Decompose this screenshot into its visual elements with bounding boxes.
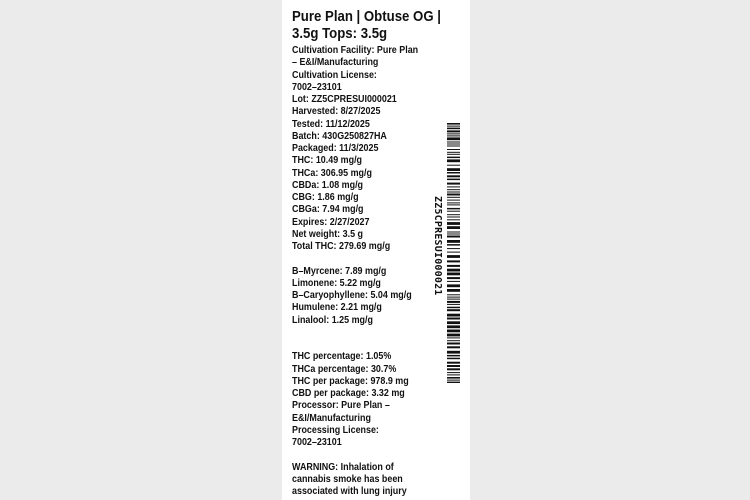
barcode-bar [447, 330, 460, 333]
barcode-bar [447, 168, 460, 171]
terpene-line: B–Myrcene: 7.89 mg/g [292, 265, 387, 277]
barcode-bar [447, 301, 460, 303]
barcode-bar [447, 340, 460, 341]
barcode-bar [447, 355, 460, 357]
barcode-bar [447, 175, 460, 177]
warning-line: WARNING: Inhalation of [292, 461, 394, 473]
barcode-bar [447, 273, 460, 276]
detail-line: Cultivation License: [292, 69, 377, 81]
barcode-bar [447, 183, 460, 185]
barcode-bar [447, 337, 460, 338]
barcode-bar [447, 372, 460, 373]
barcode-text: ZZ5CPRESUI000021 [432, 196, 443, 296]
barcode-bar [447, 133, 460, 134]
terpene-line: Humulene: 2.21 mg/g [292, 302, 382, 314]
barcode-bar [447, 232, 460, 233]
barcode-bar [447, 269, 460, 272]
detail-line: Tested: 11/12/2025 [292, 118, 370, 130]
detail-line: CBGa: 7.94 mg/g [292, 204, 364, 216]
warning-line: associated with lung injury [292, 486, 407, 497]
barcode-bar [447, 154, 460, 155]
product-title [292, 8, 443, 42]
barcode-bar [447, 128, 460, 130]
barcode-bar [447, 130, 460, 132]
detail-line: CBDa: 1.08 mg/g [292, 179, 364, 191]
detail-line: 7002–23101 [292, 81, 342, 93]
barcode-bar [447, 186, 460, 187]
potency-line: CBD per package: 3.32 mg [292, 388, 405, 399]
title-line: Pure Plan | Obtuse OG | [292, 8, 441, 25]
barcode-bar [447, 244, 460, 246]
barcode-bar [447, 217, 460, 218]
barcode-bar [447, 362, 460, 364]
detail-line: Cultivation Facility: Pure Plan [292, 45, 419, 56]
barcode-bar [447, 304, 460, 305]
detail-line: Packaged: 11/3/2025 [292, 143, 379, 154]
detail-line: CBG: 1.86 mg/g [292, 192, 359, 203]
warning-line: cannabis smoke has been [292, 473, 403, 485]
barcode-bar [447, 142, 460, 143]
detail-line: Total THC: 279.69 mg/g [292, 241, 391, 252]
barcode-bar [447, 374, 460, 375]
barcode-bar [447, 265, 460, 267]
barcode-bar [447, 365, 460, 367]
barcode-bar [447, 157, 460, 159]
barcode-bar [447, 236, 460, 238]
barcode-bar [447, 137, 460, 140]
barcode [447, 123, 460, 383]
barcode-bar [447, 318, 460, 320]
label-details [292, 45, 430, 498]
potency-line: Processor: Pure Plan – [292, 400, 390, 412]
barcode-bar [447, 159, 460, 162]
barcode-bar [447, 284, 460, 287]
detail-line: Lot: ZZ5CPRESUI000021 [292, 94, 397, 105]
detail-line: – E&I/Manufacturing [292, 57, 379, 69]
section-spacer [292, 327, 430, 352]
barcode-bar [447, 299, 460, 300]
barcode-bar [447, 135, 460, 136]
barcode-bar [447, 179, 460, 181]
barcode-bar [447, 126, 460, 127]
barcode-bar [447, 380, 460, 381]
barcode-bar [447, 277, 460, 279]
barcode-bar [447, 123, 460, 125]
barcode-bar [447, 346, 460, 348]
barcode-bar [447, 307, 460, 309]
barcode-bar [447, 368, 460, 370]
barcode-bar [447, 334, 460, 337]
barcode-bar [447, 377, 460, 379]
potency-line: THCa percentage: 30.7% [292, 363, 397, 375]
barcode-bar [447, 222, 460, 225]
potency-line: E&I/Manufacturing [292, 412, 371, 424]
terpene-line: Linalool: 1.25 mg/g [292, 314, 373, 326]
potency-line: THC percentage: 1.05% [292, 351, 392, 363]
detail-line: Net weight: 3.5 g [292, 228, 364, 240]
barcode-bar [447, 248, 460, 249]
barcode-graphic [447, 123, 460, 383]
detail-line: Harvested: 8/27/2025 [292, 106, 381, 118]
detail-line: THCa: 306.95 mg/g [292, 167, 372, 179]
barcode-bar [447, 240, 460, 243]
section-spacer [292, 449, 430, 461]
barcode-bar [447, 219, 460, 220]
barcode-bar [447, 343, 460, 345]
barcode-bar [447, 152, 460, 153]
potency-line: Processing License: [292, 424, 379, 436]
barcode-bar [447, 197, 460, 198]
detail-line: THC: 10.49 mg/g [292, 155, 363, 167]
potency-line: THC per package: 978.9 mg [292, 375, 409, 387]
barcode-bar [447, 144, 460, 145]
barcode-bar [447, 321, 460, 324]
barcode-bar [447, 260, 460, 262]
barcode-bar [447, 351, 460, 354]
barcode-bar [447, 252, 460, 253]
barcode-bar [447, 194, 460, 196]
barcode-bar [447, 208, 460, 210]
barcode-bar [447, 309, 460, 311]
barcode-bar [447, 211, 460, 212]
barcode-bar [447, 382, 460, 383]
barcode-bar [447, 172, 460, 174]
barcode-bar [447, 281, 460, 282]
terpene-line: B–Caryophyllene: 5.04 mg/g [292, 290, 412, 301]
potency-line: 7002–23101 [292, 437, 342, 448]
section-spacer [292, 253, 430, 265]
detail-line: Expires: 2/27/2027 [292, 216, 370, 228]
barcode-bar [447, 226, 460, 229]
barcode-bar [447, 200, 460, 201]
barcode-bar [447, 204, 460, 205]
barcode-bar [447, 149, 460, 150]
barcode-bar [447, 294, 460, 295]
title-line: 3.5g Tops: 3.5g [292, 25, 388, 42]
barcode-bar [447, 314, 460, 317]
barcode-bar [447, 234, 460, 235]
barcode-bar [447, 325, 460, 328]
barcode-bar [447, 146, 460, 147]
barcode-bar [447, 358, 460, 360]
barcode-bar [447, 297, 460, 298]
detail-line: Batch: 430G250827HA [292, 130, 387, 142]
barcode-bar [447, 192, 460, 193]
terpene-line: Limonene: 5.22 mg/g [292, 277, 381, 289]
barcode-bar [447, 165, 460, 166]
barcode-bar [447, 189, 460, 190]
barcode-bar [447, 202, 460, 203]
barcode-bar [447, 255, 460, 258]
barcode-bar [447, 289, 460, 292]
barcode-bar [447, 214, 460, 215]
